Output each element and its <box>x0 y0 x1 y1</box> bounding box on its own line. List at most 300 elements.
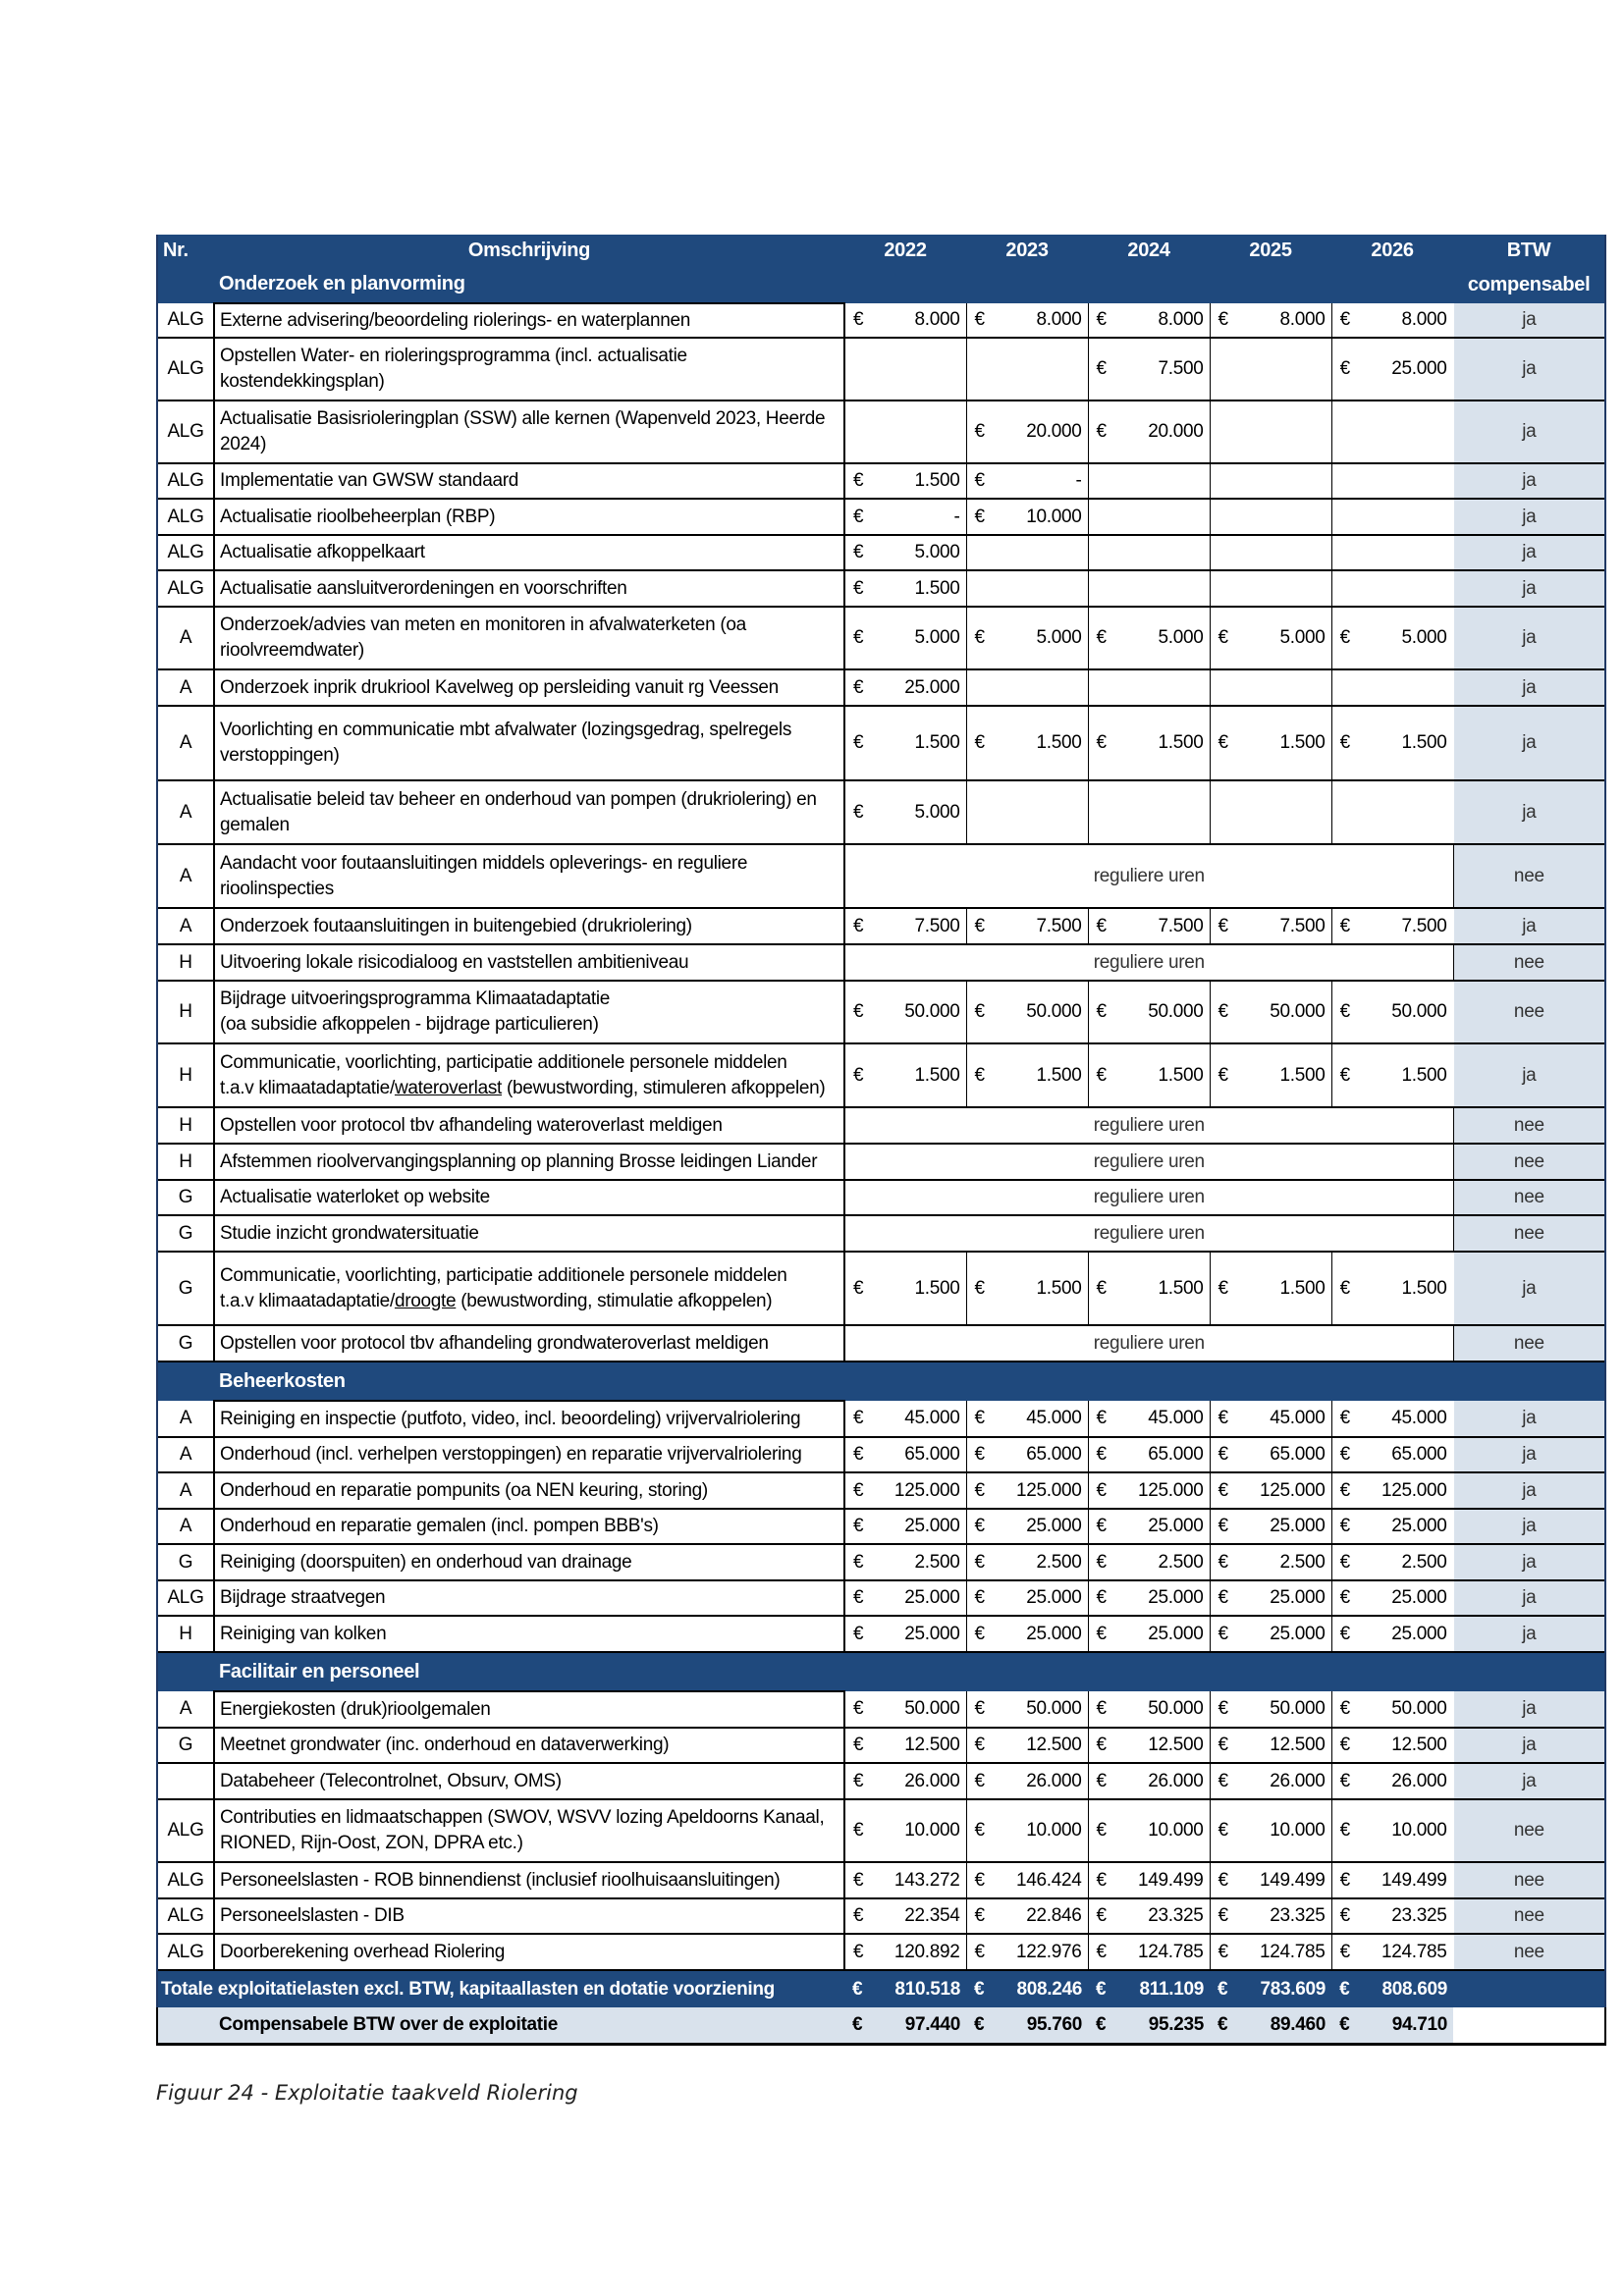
row-description: Onderzoek/advies van meten en monitoren in afvalwaterketen (oa rioolvreemdwater) <box>214 607 844 669</box>
amount-cell: 1.500 <box>1158 732 1204 754</box>
compensable-amount: 95.760 <box>992 2007 1088 2044</box>
currency-symbol: € <box>853 1698 864 1720</box>
amount-cell: 12.500 <box>1270 1735 1326 1756</box>
currency-symbol: € <box>853 1001 864 1023</box>
row-nr: G <box>157 1252 214 1325</box>
currency-symbol: € <box>1331 1472 1357 1509</box>
currency-symbol: € <box>1331 1799 1357 1862</box>
currency-symbol <box>1210 669 1235 706</box>
currency-symbol: € <box>1210 1691 1235 1728</box>
currency-symbol <box>1331 669 1357 706</box>
amount-cell: 50.000 <box>1270 1698 1326 1720</box>
amount-cell <box>1235 570 1331 607</box>
currency-symbol: € <box>966 499 992 535</box>
currency-symbol: € <box>1088 1544 1113 1580</box>
currency-symbol: € <box>1210 1472 1235 1509</box>
currency-symbol: € <box>853 1516 864 1537</box>
amount-cell: 10.000 <box>1026 506 1082 527</box>
table-row <box>157 1252 1605 1325</box>
amount-cell: 10.000 <box>1270 1820 1326 1842</box>
amount-cell <box>870 400 966 463</box>
row-nr: A <box>157 1691 214 1728</box>
currency-symbol: € <box>853 1277 864 1299</box>
header-year: 2022 <box>844 235 966 266</box>
row-nr: ALG <box>157 1580 214 1616</box>
amount-cell: 2.500 <box>1279 1551 1326 1573</box>
currency-symbol: € <box>966 1934 992 1970</box>
currency-symbol: € <box>1210 1763 1235 1799</box>
amount-cell: 50.000 <box>1391 1698 1447 1720</box>
row-nr: H <box>157 981 214 1043</box>
row-nr: ALG <box>157 1898 214 1934</box>
amount-cell: 25.000 <box>1148 1623 1204 1644</box>
description-underlined: wateroverlast <box>394 1077 503 1098</box>
amount-cell: 8.000 <box>1279 309 1326 331</box>
amount-cell: 8.000 <box>1036 309 1082 331</box>
section-spacer <box>1453 1652 1605 1691</box>
compensable-amount: 97.440 <box>870 2007 966 2044</box>
currency-symbol: € <box>853 732 864 754</box>
currency-symbol: € <box>1331 1934 1357 1970</box>
amount-cell <box>1113 535 1210 570</box>
compensable-btw-empty <box>1453 2007 1605 2044</box>
currency-symbol <box>966 535 992 570</box>
table-row <box>157 607 1605 669</box>
total-btw-empty <box>1453 1970 1605 2007</box>
amount-cell: 45.000 <box>1148 1408 1204 1429</box>
exploitation-table-wrapper <box>156 235 1604 2046</box>
btw-cell: ja <box>1453 499 1605 535</box>
currency-symbol <box>1331 463 1357 499</box>
row-nr: ALG <box>157 1799 214 1862</box>
amount-cell: 5.000 <box>1036 627 1082 649</box>
currency-symbol: € <box>966 1799 992 1862</box>
btw-cell: nee <box>1453 1215 1605 1252</box>
currency-symbol: € <box>853 801 864 823</box>
amount-cell: 10.000 <box>1391 1820 1447 1842</box>
currency-symbol: € <box>1331 2007 1357 2044</box>
btw-cell: ja <box>1453 1616 1605 1652</box>
amount-cell: 25.000 <box>1270 1623 1326 1644</box>
currency-symbol: € <box>1331 1544 1357 1580</box>
btw-cell: nee <box>1453 944 1605 981</box>
merged-cell-regular-hours: reguliere uren <box>844 1107 1453 1144</box>
amount-cell: 2.500 <box>1401 1551 1447 1573</box>
table-row <box>157 1325 1605 1362</box>
currency-symbol: € <box>966 1862 992 1898</box>
row-nr: ALG <box>157 463 214 499</box>
amount-cell: 50.000 <box>1148 1698 1204 1720</box>
currency-symbol: € <box>853 915 864 936</box>
amount-cell: 25.000 <box>1391 358 1447 380</box>
currency-symbol: € <box>1210 1437 1235 1472</box>
currency-symbol <box>1210 535 1235 570</box>
currency-symbol: € <box>1331 1728 1357 1763</box>
table-row <box>157 1472 1605 1509</box>
amount-cell: 12.500 <box>1148 1735 1204 1756</box>
currency-symbol: € <box>853 577 864 599</box>
amount-cell: 25.000 <box>1391 1516 1447 1537</box>
amount-cell <box>1235 400 1331 463</box>
row-description: Onderzoek inprik drukriool Kavelweg op persleiding vanuit rg Veessen <box>214 669 844 706</box>
currency-symbol: € <box>1210 706 1235 780</box>
currency-symbol <box>1088 780 1113 844</box>
currency-symbol: € <box>1210 1401 1235 1437</box>
currency-symbol: € <box>1210 1043 1235 1107</box>
amount-cell: 50.000 <box>1026 1001 1082 1023</box>
btw-cell: ja <box>1453 1043 1605 1107</box>
description-underlined: droogte <box>394 1290 457 1311</box>
table-row <box>157 1898 1605 1934</box>
currency-symbol <box>844 338 870 400</box>
currency-symbol: € <box>966 400 992 463</box>
row-description: Doorberekening overhead Riolering <box>214 1934 844 1970</box>
row-nr: ALG <box>157 570 214 607</box>
amount-cell: 25.000 <box>904 1587 960 1609</box>
btw-cell: ja <box>1453 1580 1605 1616</box>
row-nr: A <box>157 1509 214 1544</box>
currency-symbol: € <box>966 1580 992 1616</box>
merged-cell-regular-hours: reguliere uren <box>844 1180 1453 1215</box>
currency-symbol: € <box>1331 1616 1357 1652</box>
row-description: Reiniging en inspectie (putfoto, video, incl. beoordeling) vrijvervalriolering <box>214 1401 844 1437</box>
amount-cell <box>1357 499 1453 535</box>
currency-symbol: € <box>1210 1580 1235 1616</box>
currency-symbol: € <box>966 1763 992 1799</box>
amount-cell <box>992 535 1088 570</box>
currency-symbol: € <box>1088 1691 1113 1728</box>
table-row <box>157 1934 1605 1970</box>
currency-symbol: € <box>1088 1509 1113 1544</box>
currency-symbol <box>966 570 992 607</box>
currency-symbol: € <box>1210 607 1235 669</box>
btw-cell: nee <box>1453 1799 1605 1862</box>
amount-cell: 7.500 <box>1158 358 1204 380</box>
currency-symbol: € <box>1088 2007 1113 2044</box>
amount-cell: 65.000 <box>1026 1444 1082 1466</box>
table-row <box>157 535 1605 570</box>
currency-symbol: € <box>844 1970 870 2007</box>
btw-cell: ja <box>1453 669 1605 706</box>
amount-cell: 2.500 <box>1158 1551 1204 1573</box>
currency-symbol: € <box>1331 908 1357 944</box>
currency-symbol <box>1331 499 1357 535</box>
amount-cell: 1.500 <box>1279 1064 1326 1086</box>
merged-cell-regular-hours: reguliere uren <box>844 1325 1453 1362</box>
total-amount: 811.109 <box>1113 1970 1210 2007</box>
row-nr: ALG <box>157 338 214 400</box>
currency-symbol: € <box>966 607 992 669</box>
row-nr: G <box>157 1325 214 1362</box>
amount-cell <box>1113 463 1210 499</box>
amount-cell <box>1357 570 1453 607</box>
amount-cell: 65.000 <box>1270 1444 1326 1466</box>
amount-cell: 8.000 <box>1158 309 1204 331</box>
currency-symbol: € <box>1331 1580 1357 1616</box>
currency-symbol <box>1210 780 1235 844</box>
currency-symbol: € <box>1088 338 1113 400</box>
amount-cell: 25.000 <box>1391 1623 1447 1644</box>
amount-cell: 25.000 <box>1026 1587 1082 1609</box>
amount-cell: 7.500 <box>1036 915 1082 936</box>
table-row <box>157 499 1605 535</box>
amount-cell: 50.000 <box>1148 1001 1204 1023</box>
section-header-row <box>157 266 1605 303</box>
currency-symbol: € <box>1210 1728 1235 1763</box>
currency-symbol <box>844 400 870 463</box>
amount-cell: 10.000 <box>904 1820 960 1842</box>
amount-cell: 120.892 <box>893 1941 960 1962</box>
table-row <box>157 1616 1605 1652</box>
currency-symbol: € <box>1088 1437 1113 1472</box>
table-row <box>157 1401 1605 1437</box>
currency-symbol: € <box>966 1437 992 1472</box>
currency-symbol: € <box>966 303 992 338</box>
currency-symbol: € <box>853 1479 864 1501</box>
amount-cell: 1.500 <box>1158 1064 1204 1086</box>
amount-cell: 10.000 <box>1026 1820 1082 1842</box>
btw-cell: ja <box>1453 1544 1605 1580</box>
row-description: Onderzoek foutaansluitingen in buitengebied (drukriolering) <box>214 908 844 944</box>
currency-symbol: € <box>853 1941 864 1962</box>
table-row <box>157 1180 1605 1215</box>
table-row <box>157 908 1605 944</box>
amount-cell <box>1357 780 1453 844</box>
row-description <box>214 1252 844 1325</box>
currency-symbol: € <box>853 1444 864 1466</box>
amount-cell <box>1235 338 1331 400</box>
description-line: (oa subsidie afkoppelen - bijdrage particulieren) <box>220 1014 599 1035</box>
amount-cell: 2.500 <box>1036 1551 1082 1573</box>
amount-cell <box>1113 570 1210 607</box>
row-description: Contributies en lidmaatschappen (SWOV, WSVV lozing Apeldoorns Kanaal, RIONED, Rijn-Oost, ZON, DPRA etc.) <box>214 1799 844 1862</box>
btw-cell: nee <box>1453 844 1605 908</box>
row-description: Studie inzicht grondwatersituatie <box>214 1215 844 1252</box>
amount-cell: 1.500 <box>1279 1277 1326 1299</box>
btw-cell: ja <box>1453 570 1605 607</box>
currency-symbol: € <box>1210 1616 1235 1652</box>
amount-cell: 23.325 <box>1391 1905 1447 1927</box>
currency-symbol: € <box>1088 1401 1113 1437</box>
row-nr: G <box>157 1728 214 1763</box>
amount-cell: 12.500 <box>1391 1735 1447 1756</box>
currency-symbol: € <box>966 463 992 499</box>
merged-cell-regular-hours: reguliere uren <box>844 1215 1453 1252</box>
currency-symbol: € <box>1331 1437 1357 1472</box>
currency-symbol: € <box>853 1551 864 1573</box>
currency-symbol <box>966 338 992 400</box>
currency-symbol: € <box>1088 1763 1113 1799</box>
currency-symbol <box>1331 535 1357 570</box>
currency-symbol: € <box>966 908 992 944</box>
total-amount: 808.246 <box>992 1970 1088 2007</box>
btw-cell: nee <box>1453 1862 1605 1898</box>
currency-symbol: € <box>1088 1970 1113 2007</box>
row-nr: ALG <box>157 1862 214 1898</box>
currency-symbol: € <box>1210 1544 1235 1580</box>
amount-cell: 45.000 <box>904 1408 960 1429</box>
btw-cell: ja <box>1453 1763 1605 1799</box>
amount-cell: 1.500 <box>1279 732 1326 754</box>
row-description: Reiniging van kolken <box>214 1616 844 1652</box>
currency-symbol: € <box>853 1905 864 1927</box>
section-spacer <box>157 266 214 303</box>
row-description: Personeelslasten - ROB binnendienst (inclusief rioolhuisaansluitingen) <box>214 1862 844 1898</box>
row-nr: A <box>157 607 214 669</box>
currency-symbol: € <box>1210 1862 1235 1898</box>
currency-symbol <box>1088 463 1113 499</box>
currency-symbol: € <box>1088 1043 1113 1107</box>
row-nr: ALG <box>157 303 214 338</box>
amount-cell: 124.785 <box>1380 1941 1447 1962</box>
amount-cell: 1.500 <box>914 1064 960 1086</box>
amount-cell: 65.000 <box>904 1444 960 1466</box>
amount-cell: 20.000 <box>1026 421 1082 443</box>
row-nr: H <box>157 1043 214 1107</box>
currency-symbol: € <box>1088 1252 1113 1325</box>
total-amount: 783.609 <box>1235 1970 1331 2007</box>
currency-symbol: € <box>966 1728 992 1763</box>
table-row <box>157 844 1605 908</box>
amount-cell <box>1235 669 1331 706</box>
currency-symbol: € <box>853 470 864 492</box>
description-line: t.a.v klimaatadaptatie/ <box>220 1290 395 1311</box>
amount-cell: - <box>1075 470 1082 492</box>
total-row <box>157 1970 1605 2007</box>
currency-symbol: € <box>853 506 864 527</box>
amount-cell <box>1357 463 1453 499</box>
amount-cell: 143.272 <box>893 1869 960 1891</box>
amount-cell: 45.000 <box>1270 1408 1326 1429</box>
description-line: (bewustwording, stimuleren afkoppelen) <box>502 1077 826 1098</box>
section-header-row <box>157 1652 1605 1691</box>
amount-cell: 124.785 <box>1259 1941 1326 1962</box>
amount-cell: 23.325 <box>1270 1905 1326 1927</box>
currency-symbol: € <box>853 309 864 331</box>
currency-symbol: € <box>853 542 864 563</box>
row-nr: A <box>157 669 214 706</box>
currency-symbol <box>1210 570 1235 607</box>
table-row <box>157 1728 1605 1763</box>
currency-symbol: € <box>1210 1970 1235 2007</box>
currency-symbol: € <box>853 1770 864 1791</box>
amount-cell <box>1235 535 1331 570</box>
amount-cell: 25.000 <box>1148 1587 1204 1609</box>
amount-cell: 149.499 <box>1259 1869 1326 1891</box>
row-description: Personeelslasten - DIB <box>214 1898 844 1934</box>
btw-cell: nee <box>1453 1144 1605 1180</box>
currency-symbol: € <box>966 1043 992 1107</box>
currency-symbol <box>966 780 992 844</box>
currency-symbol: € <box>1210 1934 1235 1970</box>
currency-symbol: € <box>1331 1763 1357 1799</box>
currency-symbol: € <box>966 1401 992 1437</box>
amount-cell: 12.500 <box>1026 1735 1082 1756</box>
amount-cell <box>992 570 1088 607</box>
row-description: Uitvoering lokale risicodialoog en vaststellen ambitieniveau <box>214 944 844 981</box>
amount-cell <box>992 338 1088 400</box>
currency-symbol <box>1331 570 1357 607</box>
row-description: Opstellen voor protocol tbv afhandeling grondwateroverlast meldigen <box>214 1325 844 1362</box>
amount-cell: 12.500 <box>904 1735 960 1756</box>
table-row <box>157 338 1605 400</box>
amount-cell <box>1235 780 1331 844</box>
amount-cell: 1.500 <box>1036 1277 1082 1299</box>
amount-cell: 25.000 <box>904 1516 960 1537</box>
amount-cell: 50.000 <box>1270 1001 1326 1023</box>
header-year: 2024 <box>1088 235 1210 266</box>
currency-symbol: € <box>1088 981 1113 1043</box>
currency-symbol: € <box>1210 1898 1235 1934</box>
amount-cell: 1.500 <box>1401 1277 1447 1299</box>
table-row <box>157 1862 1605 1898</box>
row-nr <box>157 1763 214 1799</box>
currency-symbol: € <box>1210 981 1235 1043</box>
amount-cell: 125.000 <box>1380 1479 1447 1501</box>
row-description <box>214 1043 844 1107</box>
row-description: Actualisatie afkoppelkaart <box>214 535 844 570</box>
btw-cell: nee <box>1453 1934 1605 1970</box>
row-description: Databeheer (Telecontrolnet, Obsurv, OMS) <box>214 1763 844 1799</box>
row-nr: A <box>157 1437 214 1472</box>
currency-symbol: € <box>1088 1934 1113 1970</box>
row-nr: A <box>157 1401 214 1437</box>
currency-symbol: € <box>853 1623 864 1644</box>
header-year: 2026 <box>1331 235 1453 266</box>
currency-symbol <box>1210 463 1235 499</box>
amount-cell: 50.000 <box>904 1698 960 1720</box>
amount-cell: 22.846 <box>1026 1905 1082 1927</box>
currency-symbol: € <box>1331 607 1357 669</box>
table-row <box>157 780 1605 844</box>
section-spacer <box>157 1652 214 1691</box>
amount-cell <box>992 780 1088 844</box>
amount-cell: 1.500 <box>914 732 960 754</box>
row-description: Onderhoud (incl. verhelpen verstoppingen) en reparatie vrijvervalriolering <box>214 1437 844 1472</box>
amount-cell: 125.000 <box>1137 1479 1204 1501</box>
currency-symbol: € <box>1331 1970 1357 2007</box>
figure-caption: Figuur 24 - Exploitatie taakveld Riolering <box>156 2081 578 2105</box>
row-description: Voorlichting en communicatie mbt afvalwater (lozingsgedrag, spelregels verstoppingen) <box>214 706 844 780</box>
currency-symbol: € <box>1331 1509 1357 1544</box>
row-description: Opstellen Water- en rioleringsprogramma (incl. actualisatie kostendekkingsplan) <box>214 338 844 400</box>
btw-cell: ja <box>1453 908 1605 944</box>
amount-cell: 25.000 <box>1270 1587 1326 1609</box>
header-btw: BTW <box>1453 235 1605 266</box>
row-nr: A <box>157 844 214 908</box>
section-header-row <box>157 1362 1605 1401</box>
currency-symbol: € <box>1088 1799 1113 1862</box>
currency-symbol: € <box>1331 706 1357 780</box>
currency-symbol: € <box>1331 303 1357 338</box>
table-row <box>157 944 1605 981</box>
btw-cell: nee <box>1453 1325 1605 1362</box>
amount-cell: 1.500 <box>1158 1277 1204 1299</box>
currency-symbol: € <box>1331 981 1357 1043</box>
currency-symbol: € <box>853 1820 864 1842</box>
row-nr: G <box>157 1544 214 1580</box>
btw-cell: ja <box>1453 338 1605 400</box>
table-row <box>157 981 1605 1043</box>
table-body <box>157 235 1605 2044</box>
currency-symbol: € <box>966 2007 992 2044</box>
table-row <box>157 1107 1605 1144</box>
section-title: Beheerkosten <box>214 1362 1453 1401</box>
currency-symbol: € <box>1088 1898 1113 1934</box>
currency-symbol: € <box>1331 1043 1357 1107</box>
currency-symbol: € <box>966 1509 992 1544</box>
table-row <box>157 303 1605 338</box>
